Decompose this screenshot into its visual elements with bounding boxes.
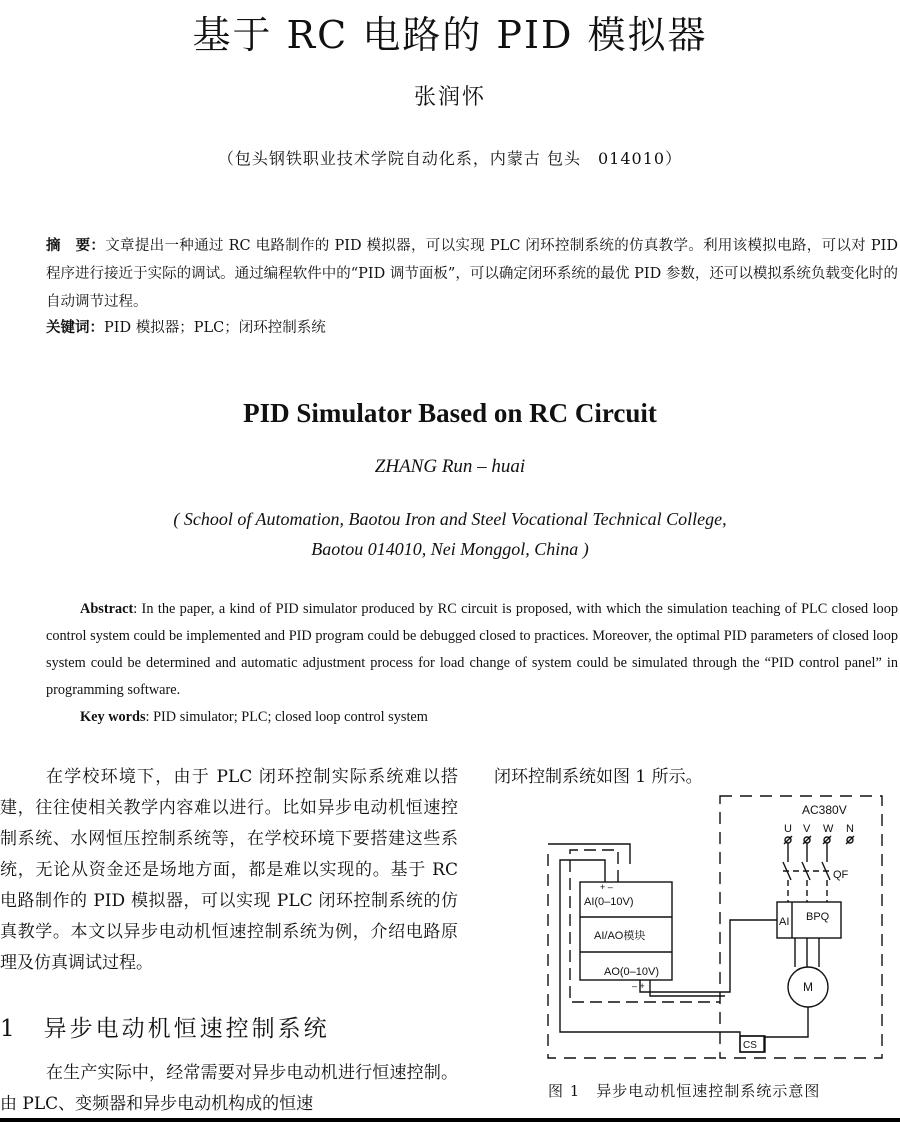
- supply-wires: [788, 843, 827, 862]
- supply-label: AC380V: [802, 803, 847, 817]
- inverter-cabinet-outline: [720, 796, 882, 1058]
- ao-return-wire: [650, 980, 725, 996]
- phase-w: W: [823, 823, 834, 835]
- body-paragraph-1: 在学校环境下，由于 PLC 闭环控制实际系统难以搭建，往往使相关教学内容难以进行。比如异步电动机恒速控制系统、水网恒压控制系统等，在学校环境下要搭建这些系统，无论从资金还是场地方面，都是难以实现的。基于 RC 电路制作的 PID 模拟器，可以实现 PLC 闭环控制系统的仿真教学。本文以异步电动机恒速控制系统为例，介绍电路原理及仿真调试过程。: [0, 767, 458, 973]
- author-name-en: ZHANG Run – huai: [374, 456, 526, 477]
- plc-cabinet-outline: [548, 854, 720, 1058]
- affiliation-en-line2: Baotou 014010, Nei Monggol, China ): [311, 539, 589, 559]
- paper-title-cn: 基于 RC 电路的 PID 模拟器: [192, 13, 708, 57]
- section-number: 1: [0, 1016, 18, 1042]
- abstract-en: [46, 596, 898, 704]
- abstract-en-label: Abstract: [80, 601, 134, 617]
- body-paragraph-2: 在生产实际中，经常需要对异步电动机进行恒速控制。由 PLC、变频器和异步电动机构成的恒速: [0, 1063, 458, 1114]
- breaker-label: QF: [833, 869, 849, 881]
- author-name-cn: 张润怀: [413, 85, 486, 110]
- section-heading-1: [0, 1010, 458, 1043]
- vfd-name-label: BPQ: [806, 911, 830, 923]
- phase-n: N: [846, 823, 854, 835]
- circuit-diagram: [540, 792, 890, 1072]
- keywords-cn-label: 关键词：: [46, 320, 104, 336]
- module-ai-label: AI(0–10V): [584, 896, 634, 908]
- affiliation-en-line1: ( School of Automation, Baotou Iron and Steel Vocational Technical College,: [173, 509, 727, 529]
- figure-caption: 图 1 异步电动机恒速控制系统示意图: [548, 1082, 821, 1100]
- phase-u: U: [784, 823, 792, 835]
- sensor-label: CS: [743, 1040, 757, 1051]
- phase-v: V: [803, 823, 811, 835]
- ao-to-vfd-wire: [640, 920, 777, 992]
- module-name-label: AI/AO模块: [594, 930, 646, 942]
- section-title: 异步电动机恒速控制系统: [43, 1016, 330, 1042]
- keywords-cn: [46, 314, 898, 342]
- vfd-ai-label: AI: [779, 916, 790, 928]
- motor-to-sensor-wire: [764, 1007, 808, 1037]
- keywords-en-label: Key words: [80, 709, 146, 725]
- keywords-en: [80, 704, 900, 731]
- abstract-en-text: : In the paper, a kind of PID simulator produced by RC circuit is proposed, with which the simulation teaching of PLC closed loop control system could be implemented and PID program could be debugged closed to practices. Moreover, the optimal PID parameters of closed loop system could be determined and automatic adjustment process for load change of system could be simulated through the “PID control panel” in programming software.: [46, 601, 898, 698]
- sensor-signal-wire: [560, 860, 765, 1052]
- abstract-cn: [46, 232, 898, 316]
- module-pm-bottom: – +: [632, 981, 645, 991]
- module-pm-top: + –: [600, 882, 613, 892]
- supply-terminals: [784, 836, 854, 844]
- paper-title-en: PID Simulator Based on RC Circuit: [243, 398, 657, 428]
- motor-wires: [795, 938, 819, 967]
- motor-label: M: [803, 980, 813, 994]
- keywords-en-text: : PID simulator; PLC; closed loop control system: [145, 709, 428, 725]
- keywords-cn-text: PID 模拟器；PLC；闭环控制系统: [104, 320, 326, 336]
- affiliation-cn: （包头钢铁职业技术学院自动化系，内蒙古 包头 014010）: [217, 149, 683, 168]
- bottom-rule: [0, 1118, 900, 1122]
- sensor-return-wire: [570, 850, 720, 1002]
- abstract-cn-text: 文章提出一种通过 RC 电路制作的 PID 模拟器，可以实现 PLC 闭环控制系统的仿真教学。利用该模拟电路，可以对 PID 程序进行接近于实际的调试。通过编程软件中的“PID 调节面板”，可以确定闭环系统的最优 PID 参数，还可以模拟系统负载变化时的自动调节过程。: [46, 238, 898, 310]
- module-ao-label: AO(0–10V): [604, 966, 660, 978]
- abstract-cn-label: 摘 要：: [46, 238, 106, 254]
- body-paragraph-right: 闭环控制系统如图 1 所示。: [494, 767, 703, 787]
